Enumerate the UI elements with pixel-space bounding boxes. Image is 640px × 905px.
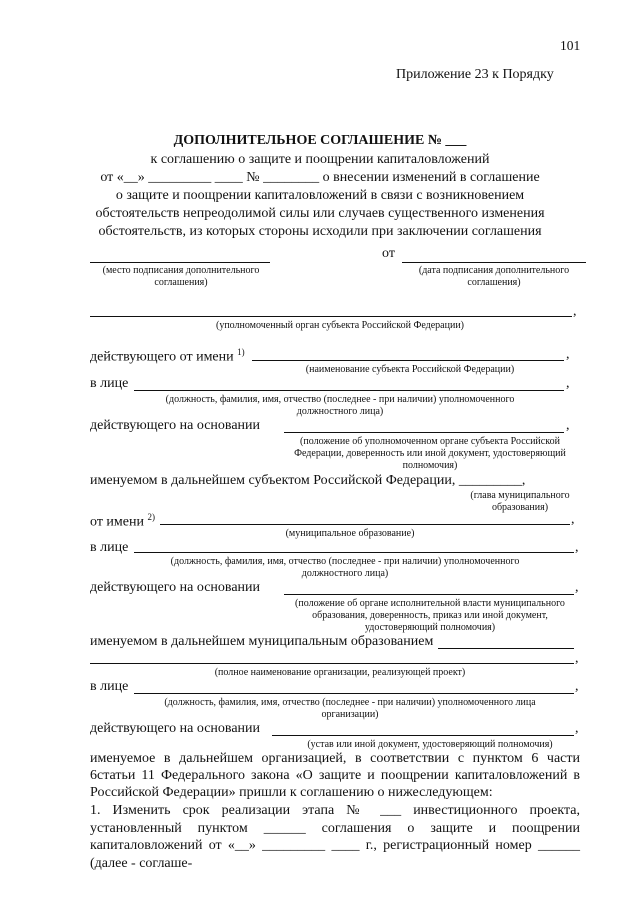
official-caption-3: (должность, фамилия, имя, отчество (последнее - при наличии) уполномоченного лица организации) xyxy=(164,697,536,720)
comma: , xyxy=(575,721,579,736)
on-behalf-label: действующего от имени $^{1)}$ xyxy=(90,347,245,365)
comma: , xyxy=(573,304,577,319)
hereinafter-region: именуемом в дальнейшем субъектом Российской Федерации, _________, xyxy=(90,473,526,488)
municipality-name-field xyxy=(438,648,574,649)
authorized-body-field xyxy=(90,316,572,317)
comma: , xyxy=(566,418,570,433)
comma: , xyxy=(575,651,579,666)
subtitle-line-1: к соглашению о защите и поощрении капиталовложений xyxy=(150,152,490,167)
basis-field-3 xyxy=(272,735,574,736)
basis-caption-1: (положение об уполномоченном органе субъекта Российской Федерации, доверенность или иной документ, удостоверяющий полномочия) xyxy=(294,436,566,471)
place-caption: (место подписания дополнительного соглашения) xyxy=(102,265,260,288)
official-field-1 xyxy=(134,390,564,391)
comma: , xyxy=(575,679,579,694)
appendix-label: Приложение 23 к Порядку xyxy=(396,67,554,82)
region-name-field xyxy=(252,360,564,361)
basis-field-1 xyxy=(284,432,564,433)
basis-label-3: действующего на основании xyxy=(90,721,261,736)
official-field-3 xyxy=(134,693,574,694)
comma: , xyxy=(566,347,570,362)
on-behalf-label-2: от имени $^{2)}$ xyxy=(90,512,155,530)
in-person-label-3: в лице xyxy=(90,679,129,694)
date-caption: (дата подписания дополнительного соглашения) xyxy=(418,265,570,288)
paragraph-agreement: именуемое в дальнейшем организацией, в соответствии с пунктом 6 части 6статьи 11 Федерального закона «О защите и поощрении капиталовложений в Российской Федерации» пришли к соглашению о нижеследующем: xyxy=(90,751,580,800)
subtitle-line-2: от «__» _________ ____ № ________ о внесении изменений в соглашение xyxy=(100,170,540,185)
official-caption-2: (должность, фамилия, имя, отчество (последнее - при наличии) уполномоченного должностного лица) xyxy=(170,556,520,579)
footnote-1: 1) xyxy=(237,347,245,357)
charter-caption: (устав или иной документ, удостоверяющий полномочия) xyxy=(307,739,553,750)
in-person-label-2: в лице xyxy=(90,540,129,555)
hereinafter-municipality: именуемом в дальнейшем муниципальным образованием xyxy=(90,634,434,649)
comma: , xyxy=(571,512,575,527)
comma: , xyxy=(566,376,570,391)
comma: , xyxy=(575,580,579,595)
comma: , xyxy=(575,540,579,555)
footnote-2: 2) xyxy=(147,512,155,522)
authorized-body-caption: (уполномоченный орган субъекта Российской Федерации) xyxy=(215,320,465,331)
organization-field xyxy=(90,663,574,664)
subtitle-line-3: о защите и поощрении капиталовложений в связи с возникновением xyxy=(115,188,525,203)
subtitle-line-5: обстоятельств, из которых стороны исходили при заключении соглашения xyxy=(98,224,542,239)
basis-label-1: действующего на основании xyxy=(90,418,261,433)
basis-field-2 xyxy=(284,594,574,595)
date-field xyxy=(402,262,586,263)
official-field-2 xyxy=(134,552,574,553)
municipality-field xyxy=(160,524,570,525)
basis-label-2: действующего на основании xyxy=(90,580,261,595)
document-title: ДОПОЛНИТЕЛЬНОЕ СОГЛАШЕНИЕ № ___ xyxy=(173,133,467,148)
paragraph-item-1: 1. Изменить срок реализации этапа № ___ инвестиционного проекта, установленный пунктом ______ соглашения о защите и поощрении капиталовложений от «__» _________ ____ г., регистрационный номер ______ (далее - соглаше- xyxy=(90,803,580,871)
region-name-caption: (наименование субъекта Российской Федерации) xyxy=(305,364,515,375)
in-person-label: в лице xyxy=(90,376,129,391)
basis-caption-2: (положение об органе исполнительной власти муниципального образования, доверенность, приказ или иной документ, удостоверяющий полномочия) xyxy=(295,598,565,633)
date-prefix: от xyxy=(382,246,395,261)
subtitle-line-4: обстоятельств непреодолимой силы или случаев существенного изменения xyxy=(95,206,545,221)
organization-caption: (полное наименование организации, реализующей проект) xyxy=(214,667,466,678)
official-caption-1: (должность, фамилия, имя, отчество (последнее - при наличии) уполномоченного должностного лица) xyxy=(165,394,515,417)
page-number: 101 xyxy=(560,38,581,53)
place-field xyxy=(90,262,270,263)
head-caption: (глава муниципального образования) xyxy=(470,490,570,513)
municipality-caption: (муниципальное образование) xyxy=(285,528,415,539)
